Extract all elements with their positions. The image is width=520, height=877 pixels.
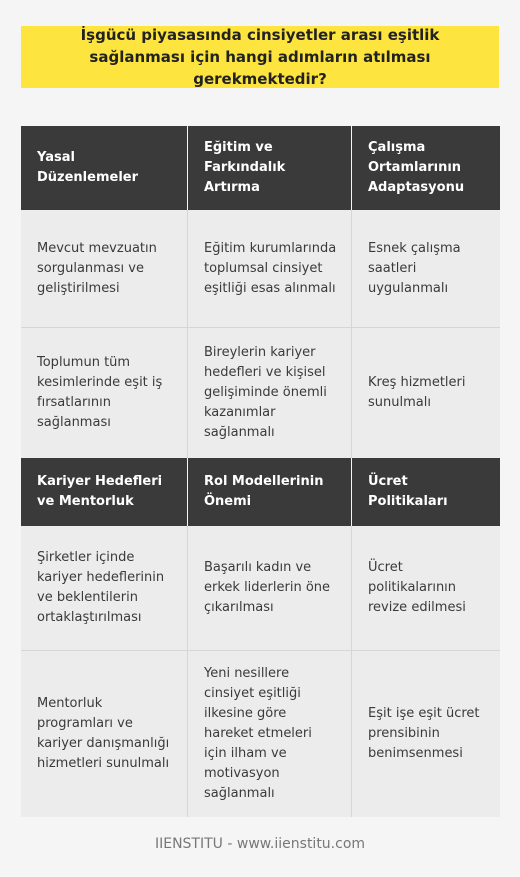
footer-credit: IIENSTITU - www.iienstitu.com xyxy=(154,836,366,852)
table-cell: Başarılı kadın ve erkek liderlerin öne çıkarılması xyxy=(187,526,351,650)
column-header: Ücret Politikaları xyxy=(351,458,500,526)
table-header-row xyxy=(21,126,500,210)
table-row xyxy=(21,526,500,650)
table-cell: Bireylerin kariyer hedefleri ve kişisel gelişiminde önemli kazanımlar sağlanmalı xyxy=(187,328,351,458)
page-title: İşgücü piyasasında cinsiyetler arası eşitlik sağlanması için hangi adımların atılması gerekmektedir? xyxy=(21,26,499,88)
table-row xyxy=(21,650,500,817)
table-cell: Toplumun tüm kesimlerinde eşit iş fırsatlarının sağlanması xyxy=(21,328,187,458)
column-header: Yasal Düzenlemeler xyxy=(21,126,187,210)
comparison-table xyxy=(21,126,500,817)
table-cell: Şirketler içinde kariyer hedeflerinin ve beklentilerin ortaklaştırılması xyxy=(21,526,187,650)
table-cell: Mentorluk programları ve kariyer danışmanlığı hizmetleri sunulmalı xyxy=(21,651,187,817)
table-cell: Eşit işe eşit ücret prensibinin benimsenmesi xyxy=(351,651,500,817)
table-cell: Yeni nesillere cinsiyet eşitliği ilkesine göre hareket etmeleri için ilham ve motivasyon sağlanmalı xyxy=(187,651,351,817)
column-header: Kariyer Hedefleri ve Mentorluk xyxy=(21,458,187,526)
table-cell: Esnek çalışma saatleri uygulanmalı xyxy=(351,210,500,327)
column-header: Rol Modellerinin Önemi xyxy=(187,458,351,526)
table-cell: Mevcut mevzuatın sorgulanması ve geliştirilmesi xyxy=(21,210,187,327)
column-header: Çalışma Ortamlarının Adaptasyonu xyxy=(351,126,500,210)
table-cell: Kreş hizmetleri sunulmalı xyxy=(351,328,500,458)
table-cell: Ücret politikalarının revize edilmesi xyxy=(351,526,500,650)
table-header-row xyxy=(21,458,500,526)
table-row xyxy=(21,327,500,458)
table-row xyxy=(21,210,500,327)
table-cell: Eğitim kurumlarında toplumsal cinsiyet eşitliği esas alınmalı xyxy=(187,210,351,327)
column-header: Eğitim ve Farkındalık Artırma xyxy=(187,126,351,210)
